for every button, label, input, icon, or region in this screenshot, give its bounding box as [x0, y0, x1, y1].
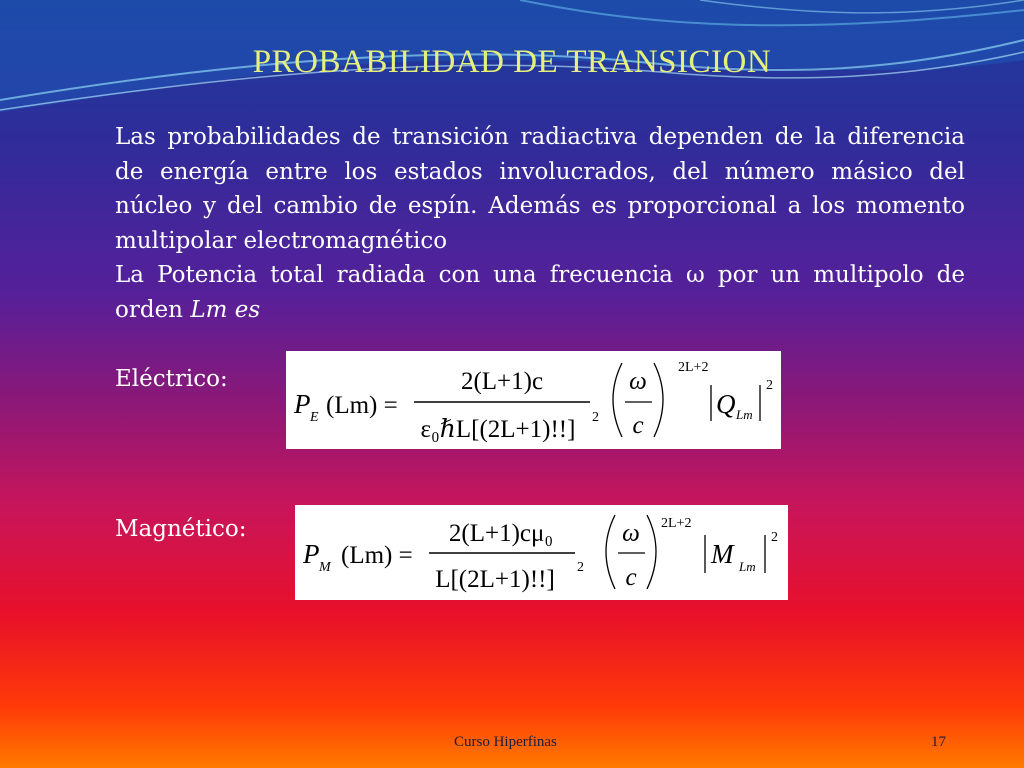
slide-body — [115, 120, 965, 327]
magnetic-numerator: 2(L+1)cμ₀ — [448, 520, 554, 547]
electric-paren-num: ω — [629, 368, 647, 395]
electric-power-formula — [286, 351, 781, 449]
magnetic-label: Magnético: — [115, 516, 247, 542]
right-paren — [647, 515, 656, 589]
electric-paren-den: c — [632, 412, 644, 439]
right-paren — [654, 363, 663, 437]
magnetic-lhs-arg: (Lm) = — [341, 542, 413, 569]
paragraph-prefix: La Potencia total radiada con una frecuencia — [115, 262, 673, 288]
magnetic-paren-exp: 2L+2 — [661, 516, 692, 531]
electric-moment: Q — [716, 389, 736, 419]
electric-denominator: ε₀ℏL[(2L+1)!!] — [420, 416, 576, 443]
paragraph-middle: por un multipolo de orden — [115, 262, 966, 323]
multipole-order: Lm es — [190, 296, 261, 323]
footer-course: Curso Hiperfinas — [454, 734, 557, 750]
left-paren — [613, 363, 622, 437]
magnetic-denominator-exp: 2 — [577, 560, 584, 575]
magnetic-moment-exp: 2 — [771, 530, 778, 545]
paragraph-transition-probabilities: Las probabilidades de transición radiactiva dependen de la diferencia de energía entre los estados involucrados, del número másico del núcleo y del cambio de espín. Además es proporcional a los momento multipolar electromagnético — [115, 124, 965, 254]
electric-denominator-exp: 2 — [592, 410, 599, 425]
electric-lhs-arg: (Lm) = — [326, 392, 398, 419]
magnetic-moment: M — [711, 539, 734, 569]
paragraph-total-power — [115, 258, 965, 327]
electric-paren-exp: 2L+2 — [678, 360, 709, 375]
footer-page-number: 17 — [931, 734, 946, 750]
slide-title: PROBABILIDAD DE TRANSICION — [252, 44, 772, 80]
magnetic-power-formula — [295, 505, 788, 600]
electric-lhs-sub: E — [310, 410, 319, 425]
electric-label: Eléctrico: — [115, 366, 228, 392]
magnetic-denominator: L[(2L+1)!!] — [435, 566, 555, 593]
magnetic-lhs-sub: M — [319, 560, 331, 575]
left-paren — [606, 515, 615, 589]
magnetic-paren-num: ω — [622, 520, 640, 547]
magnetic-paren-den: c — [625, 564, 637, 591]
electric-moment-sub: Lm — [736, 407, 753, 422]
electric-numerator: 2(L+1)c — [460, 368, 544, 395]
magnetic-lhs-p: P — [303, 539, 320, 569]
electric-moment-exp: 2 — [766, 378, 773, 393]
omega-symbol: ω — [686, 262, 705, 288]
magnetic-moment-sub: Lm — [739, 559, 756, 574]
electric-lhs-p: P — [294, 389, 311, 419]
